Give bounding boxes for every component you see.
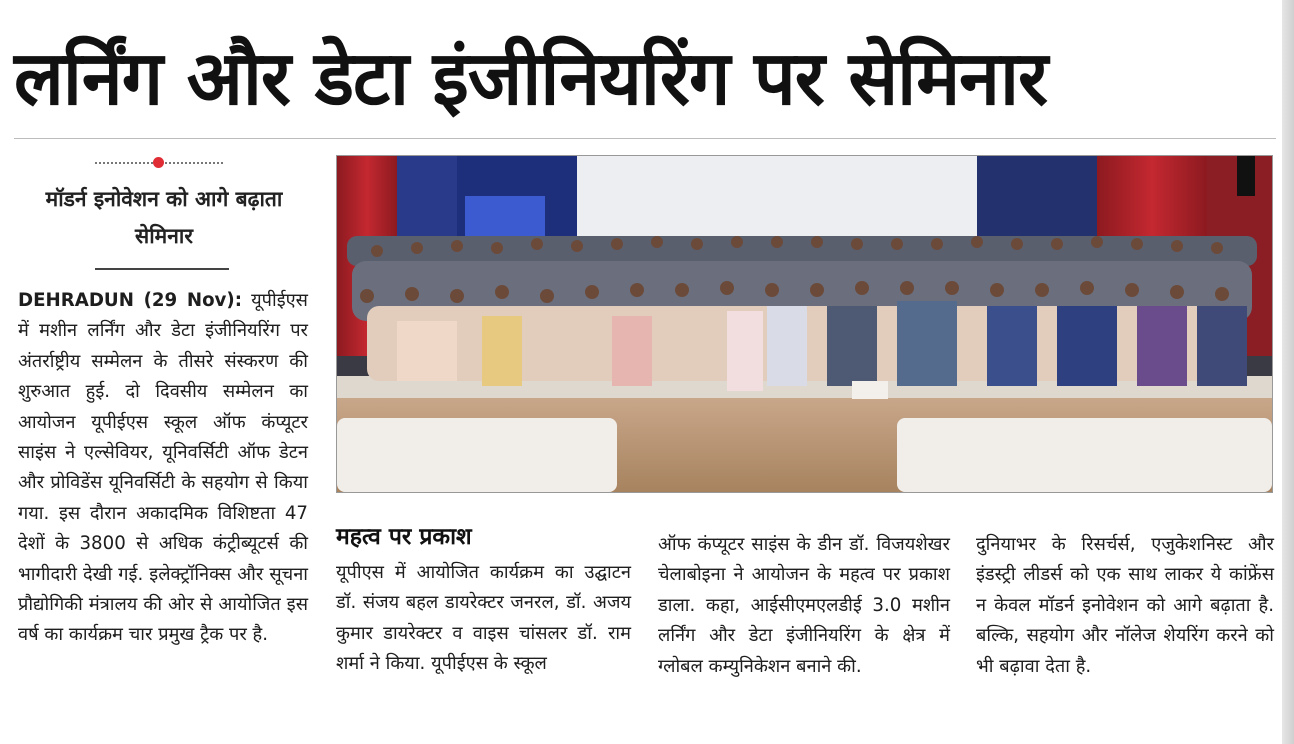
subheadline-rule [95,268,229,270]
section-heading: महत्व पर प्रकाश [336,524,472,550]
page-edge [1282,0,1294,744]
column-2 [336,558,631,680]
red-dot-icon [153,157,164,168]
column-3-text: ऑफ कंप्यूटर साइंस के डीन डॉ. विजयशेखर चेलाबोइना ने आयोजन के महत्व पर प्रकाश डाला. कहा, आईसीएमएलडीई 3.0 मशीन लर्निंग और डेटा इंजीनियरिंग के क्षेत्र में ग्लोबल कम्युनिकेशन बनाने की. [658,534,950,677]
headline: लर्निंग और डेटा इंजीनियरिंग पर सेमिनार [14,34,1048,122]
column-1 [18,286,308,651]
column-4 [976,530,1274,682]
group-photo [336,155,1273,493]
dateline: DEHRADUN (29 Nov): [18,290,242,311]
column-3 [658,530,950,682]
ornament-divider [95,161,223,165]
subheadline: मॉडर्न इनोवेशन को आगे बढ़ाता सेमिनार [45,187,283,248]
column-4-text: दुनियाभर के रिसर्चर्स, एजुकेशनिस्ट और इंडस्ट्री लीडर्स को एक साथ लाकर ये कांफ्रेंस न केवल मॉडर्न इनोवेशन को आगे बढ़ाता है. बल्कि, सहयोग और नॉलेज शेयरिंग करने को भी बढ़ावा देता है. [976,534,1274,677]
column-1-text: यूपीईएस में मशीन लर्निंग और डेटा इंजीनियरिंग पर अंतर्राष्ट्रीय सम्मेलन के तीसरे संस्करण की शुरुआत हुई. दो दिवसीय सम्मेलन का आयोजन यूपीईएस स्कूल ऑफ कंप्यूटर साइंस ने एल्सेवियर, यूनिवर्सिटी ऑफ डेटन और प्रोविडेंस यूनिवर्सिटी के सहयोग से किया गया. इस दौरान अकादमिक विशिष्टता 47 देशों के 3800 से अधिक कंट्रीब्यूटर्स की भागीदारी देखी गई. इलेक्ट्रॉनिक्स और सूचना प्रौद्योगिकी मंत्रालय की ओर से आयोजित इस वर्ष का कार्यक्रम चार प्रमुख ट्रैक पर है. [18,290,308,646]
column-2-text: यूपीएस में आयोजित कार्यक्रम का उद्घाटन डॉ. संजय बहल डायरेक्टर जनरल, डॉ. अजय कुमार डायरेक्टर व वाइस चांसलर डॉ. राम शर्मा ने किया. यूपीईएस के स्कूल [336,562,631,675]
headline-rule [14,138,1276,139]
